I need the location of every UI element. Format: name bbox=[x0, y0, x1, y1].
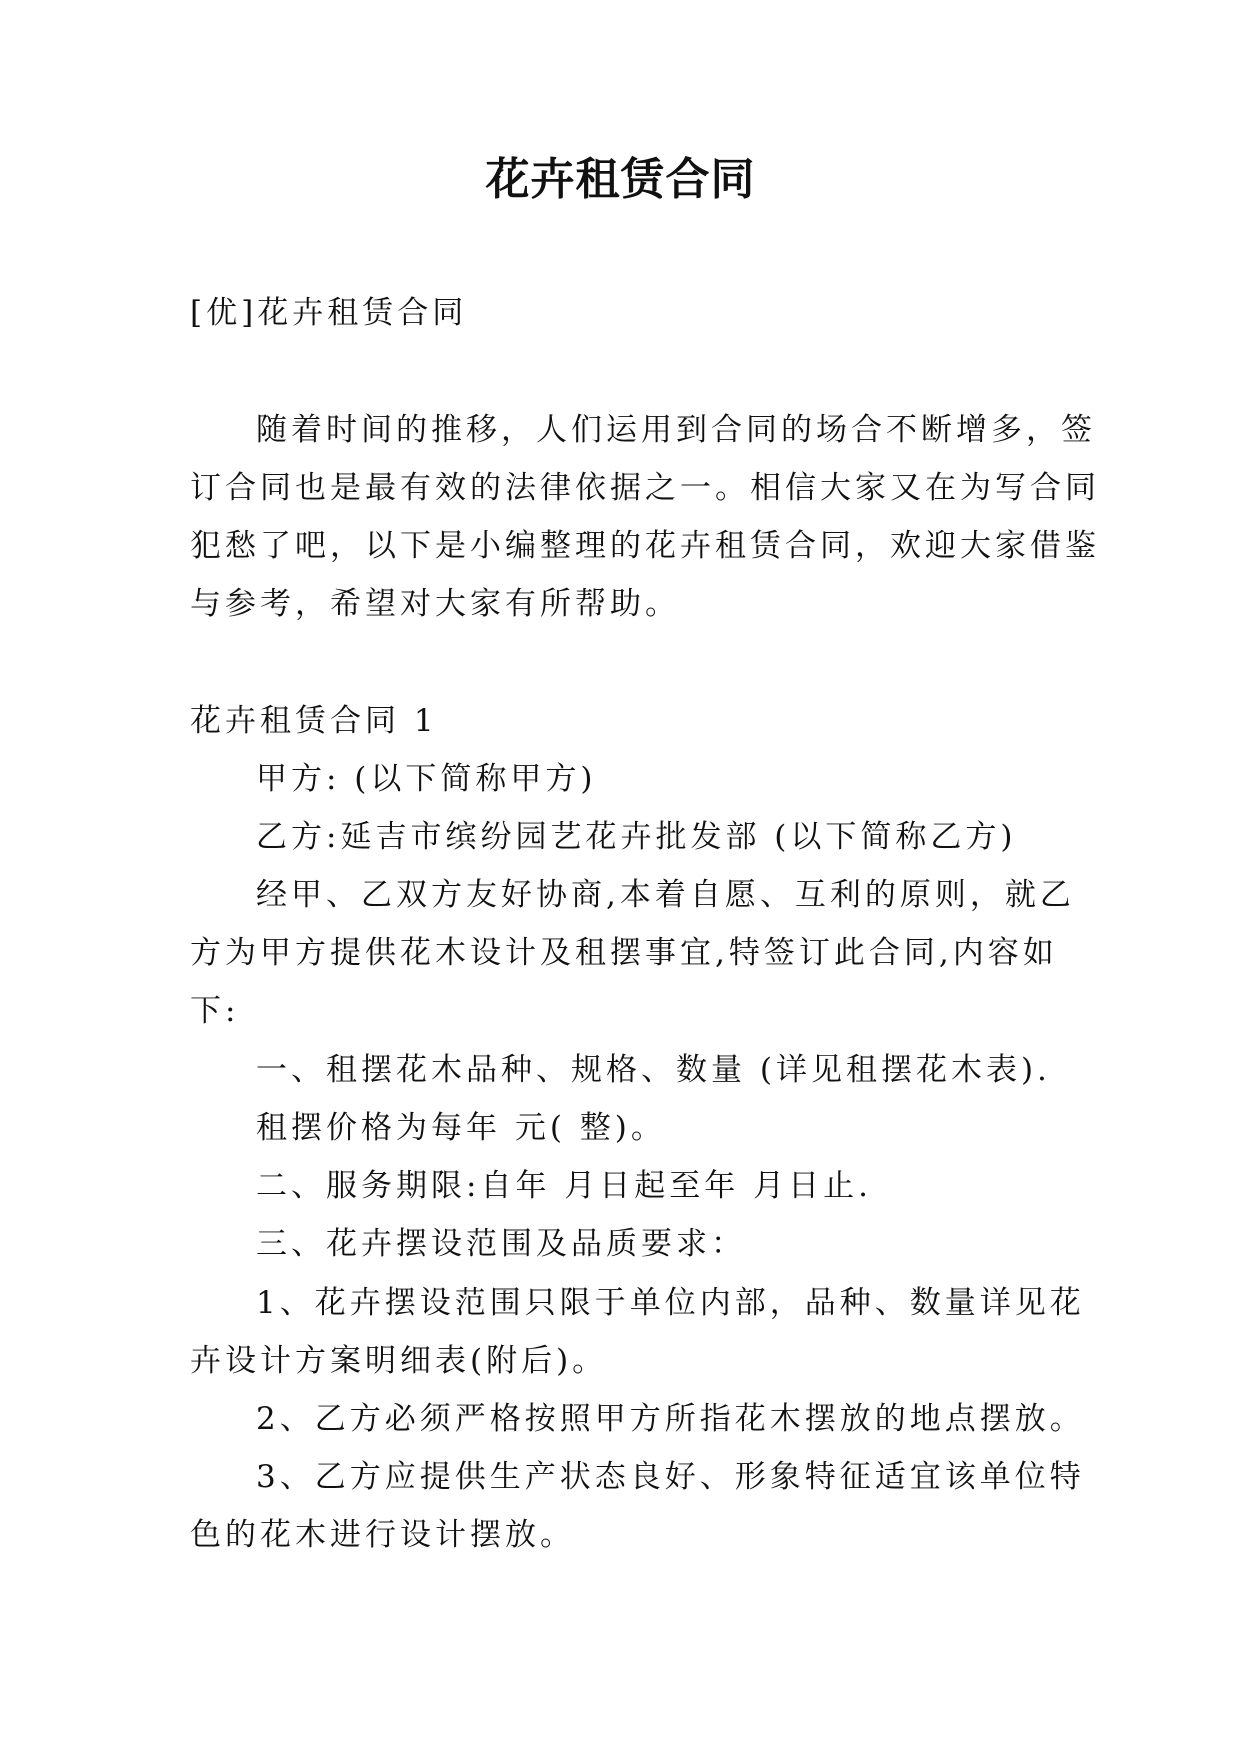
party-a-line: 甲方: (以下简称甲方) bbox=[256, 761, 597, 797]
clause-one-line: 一、租摆花木品种、规格、数量 (详见租摆花木表). bbox=[256, 1052, 1051, 1088]
item-1-line-cont: 卉设计方案明细表(附后)。 bbox=[190, 1343, 608, 1379]
body-line: 方为甲方提供花木设计及租摆事宜,特签订此合同,内容如 bbox=[190, 935, 1058, 971]
item-3-line-cont: 色的花木进行设计摆放。 bbox=[190, 1517, 575, 1553]
document-title: 花卉租赁合同 bbox=[485, 154, 756, 205]
intro-line-1: 随着时间的推移，人们运用到合同的场合不断增多，签 bbox=[256, 412, 1096, 448]
item-3-line: 3、乙方应提供生产状态良好、形象特征适宜该单位特 bbox=[256, 1459, 1085, 1495]
party-b-line: 乙方:延吉市缤纷园艺花卉批发部 (以下简称乙方) bbox=[256, 819, 1017, 855]
section-heading: 花卉租赁合同 1 bbox=[190, 703, 438, 739]
intro-line-2: 订合同也是最有效的法律依据之一。相信大家又在为写合同 bbox=[190, 470, 1100, 506]
price-line: 租摆价格为每年 元( 整)。 bbox=[256, 1110, 666, 1146]
body-line: 经甲、乙双方友好协商,本着自愿、互利的原则，就乙 bbox=[256, 877, 1075, 913]
clause-three-line: 三、花卉摆设范围及品质要求： bbox=[256, 1226, 746, 1262]
item-2-line: 2、乙方必须严格按照甲方所指花木摆放的地点摆放。 bbox=[256, 1401, 1085, 1437]
document-subtitle: [优]花卉租赁合同 bbox=[190, 295, 468, 331]
intro-line-4: 与参考，希望对大家有所帮助。 bbox=[190, 586, 680, 622]
clause-two-line: 二、服务期限:自年 月日起至年 月日止. bbox=[256, 1168, 873, 1204]
intro-line-3: 犯愁了吧，以下是小编整理的花卉租赁合同，欢迎大家借鉴 bbox=[190, 528, 1100, 564]
body-line: 下: bbox=[190, 993, 240, 1029]
item-1-line: 1、花卉摆设范围只限于单位内部，品种、数量详见花 bbox=[256, 1285, 1085, 1321]
